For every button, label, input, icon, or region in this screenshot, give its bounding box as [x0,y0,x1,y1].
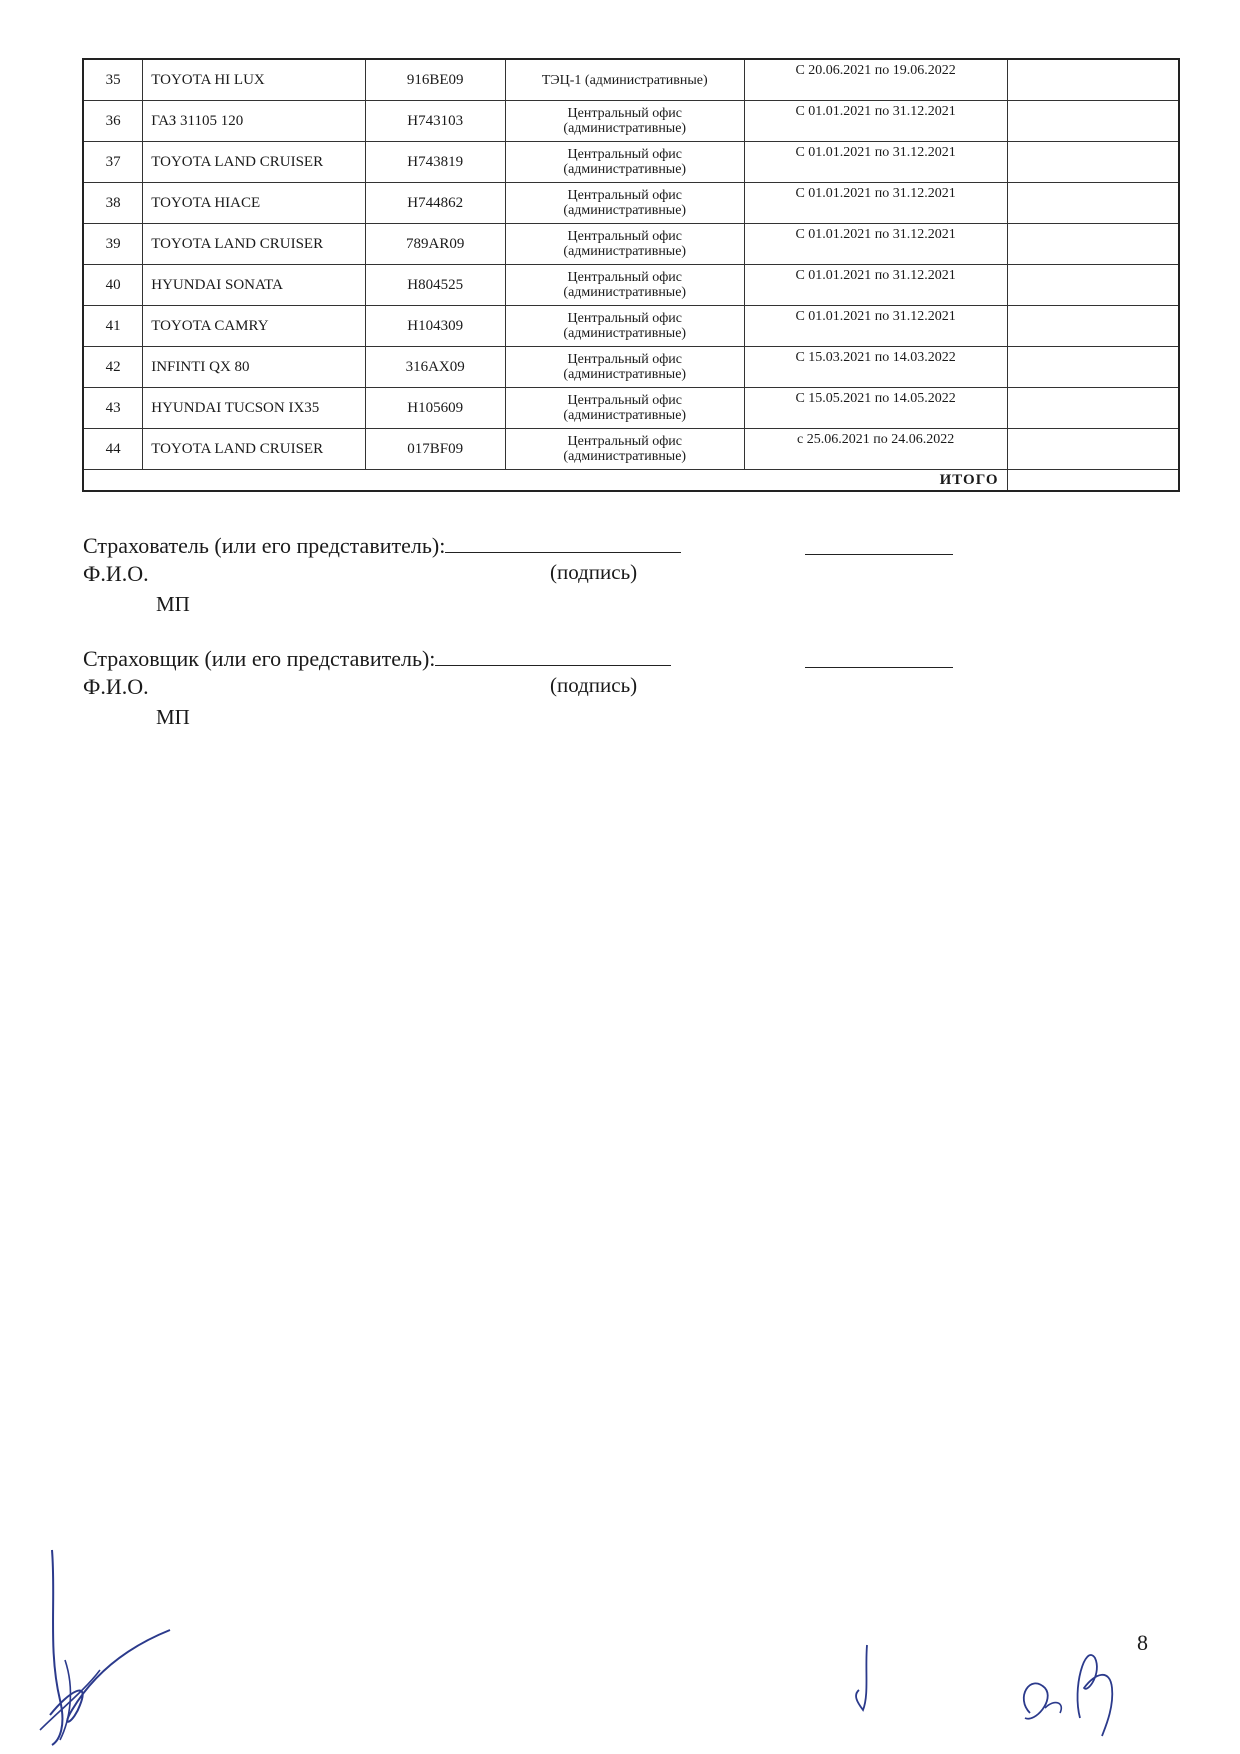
empty-cell [1007,142,1179,183]
vehicle-location: Центральный офис (административные) [505,224,744,265]
vehicle-model: TOYOTA CAMRY [143,306,365,347]
row-number: 36 [83,101,143,142]
vehicle-model: ГАЗ 31105 120 [143,101,365,142]
table-row [83,347,1179,388]
row-number: 43 [83,388,143,429]
policyholder-stamp-label: МП [156,592,190,616]
vehicle-location: Центральный офис (административные) [505,183,744,224]
total-value-cell [1007,470,1179,492]
policyholder-label: Страхователь (или его представитель): [83,533,446,558]
insurance-period: С 01.01.2021 по 31.12.2021 [744,224,1007,265]
insurance-period: С 01.01.2021 по 31.12.2021 [744,142,1007,183]
insurance-period: С 15.05.2021 по 14.05.2022 [744,388,1007,429]
empty-cell [1007,265,1179,306]
empty-cell [1007,183,1179,224]
vehicle-model: TOYOTA LAND CRUISER [143,224,365,265]
table-row [83,183,1179,224]
vehicle-location: Центральный офис (административные) [505,347,744,388]
license-plate: H105609 [365,388,505,429]
table-row [83,101,1179,142]
handwritten-initial-middle [845,1640,885,1720]
row-number: 39 [83,224,143,265]
total-row [83,470,1179,492]
table-row [83,224,1179,265]
empty-cell [1007,429,1179,470]
insurance-period: С 01.01.2021 по 31.12.2021 [744,265,1007,306]
policyholder-fio-label: Ф.И.О. [83,561,149,586]
insurance-period: С 15.03.2021 по 14.03.2022 [744,347,1007,388]
table-row [83,265,1179,306]
handwritten-signature-left [30,1540,180,1750]
vehicles-table [82,58,1180,492]
license-plate: 017BF09 [365,429,505,470]
row-number: 44 [83,429,143,470]
insurer-signature-block [83,645,671,673]
empty-cell [1007,388,1179,429]
vehicle-model: HYUNDAI SONATA [143,265,365,306]
insurer-signature-caption: (подпись) [550,673,638,697]
vehicle-model: INFINTI QX 80 [143,347,365,388]
license-plate: 916BE09 [365,59,505,101]
table-row [83,388,1179,429]
insurer-label: Страховщик (или его представитель): [83,646,436,671]
insurer-date-line [805,666,953,668]
vehicle-model: TOYOTA LAND CRUISER [143,429,365,470]
row-number: 37 [83,142,143,183]
handwritten-initials-right [1010,1618,1140,1738]
vehicle-location: Центральный офис (административные) [505,101,744,142]
insurer-signature-line [435,645,671,666]
license-plate: H804525 [365,265,505,306]
insurance-period: С 20.06.2021 по 19.06.2022 [744,59,1007,101]
empty-cell [1007,101,1179,142]
vehicle-location: Центральный офис (административные) [505,306,744,347]
row-number: 35 [83,59,143,101]
vehicle-location: ТЭЦ-1 (административные) [505,59,744,101]
vehicle-location: Центральный офис (административные) [505,142,744,183]
license-plate: H743819 [365,142,505,183]
row-number: 42 [83,347,143,388]
page-number: 8 [1137,1630,1148,1655]
vehicle-model: HYUNDAI TUCSON IX35 [143,388,365,429]
insurance-period: с 25.06.2021 по 24.06.2022 [744,429,1007,470]
table-row [83,59,1179,101]
vehicle-model: TOYOTA HI LUX [143,59,365,101]
table-row [83,142,1179,183]
empty-cell [1007,224,1179,265]
insurer-stamp-label: МП [156,705,190,729]
license-plate: H744862 [365,183,505,224]
license-plate: H104309 [365,306,505,347]
row-number: 41 [83,306,143,347]
policyholder-signature-caption: (подпись) [550,560,638,584]
license-plate: 316AX09 [365,347,505,388]
row-number: 40 [83,265,143,306]
vehicle-model: TOYOTA LAND CRUISER [143,142,365,183]
policyholder-signature-block [83,532,681,560]
insurer-fio-label: Ф.И.О. [83,674,149,699]
insurance-period: С 01.01.2021 по 31.12.2021 [744,306,1007,347]
empty-cell [1007,306,1179,347]
insurance-period: С 01.01.2021 по 31.12.2021 [744,183,1007,224]
policyholder-signature-line [445,532,681,553]
vehicle-location: Центральный офис (административные) [505,429,744,470]
total-label: ИТОГО [83,470,1007,492]
vehicle-location: Центральный офис (административные) [505,388,744,429]
policyholder-date-line [805,553,953,555]
table-row [83,429,1179,470]
table-row [83,306,1179,347]
license-plate: H743103 [365,101,505,142]
empty-cell [1007,347,1179,388]
row-number: 38 [83,183,143,224]
empty-cell [1007,59,1179,101]
vehicle-location: Центральный офис (административные) [505,265,744,306]
vehicles-table-body [83,59,1179,470]
license-plate: 789AR09 [365,224,505,265]
insurance-period: С 01.01.2021 по 31.12.2021 [744,101,1007,142]
vehicle-model: TOYOTA HIACE [143,183,365,224]
